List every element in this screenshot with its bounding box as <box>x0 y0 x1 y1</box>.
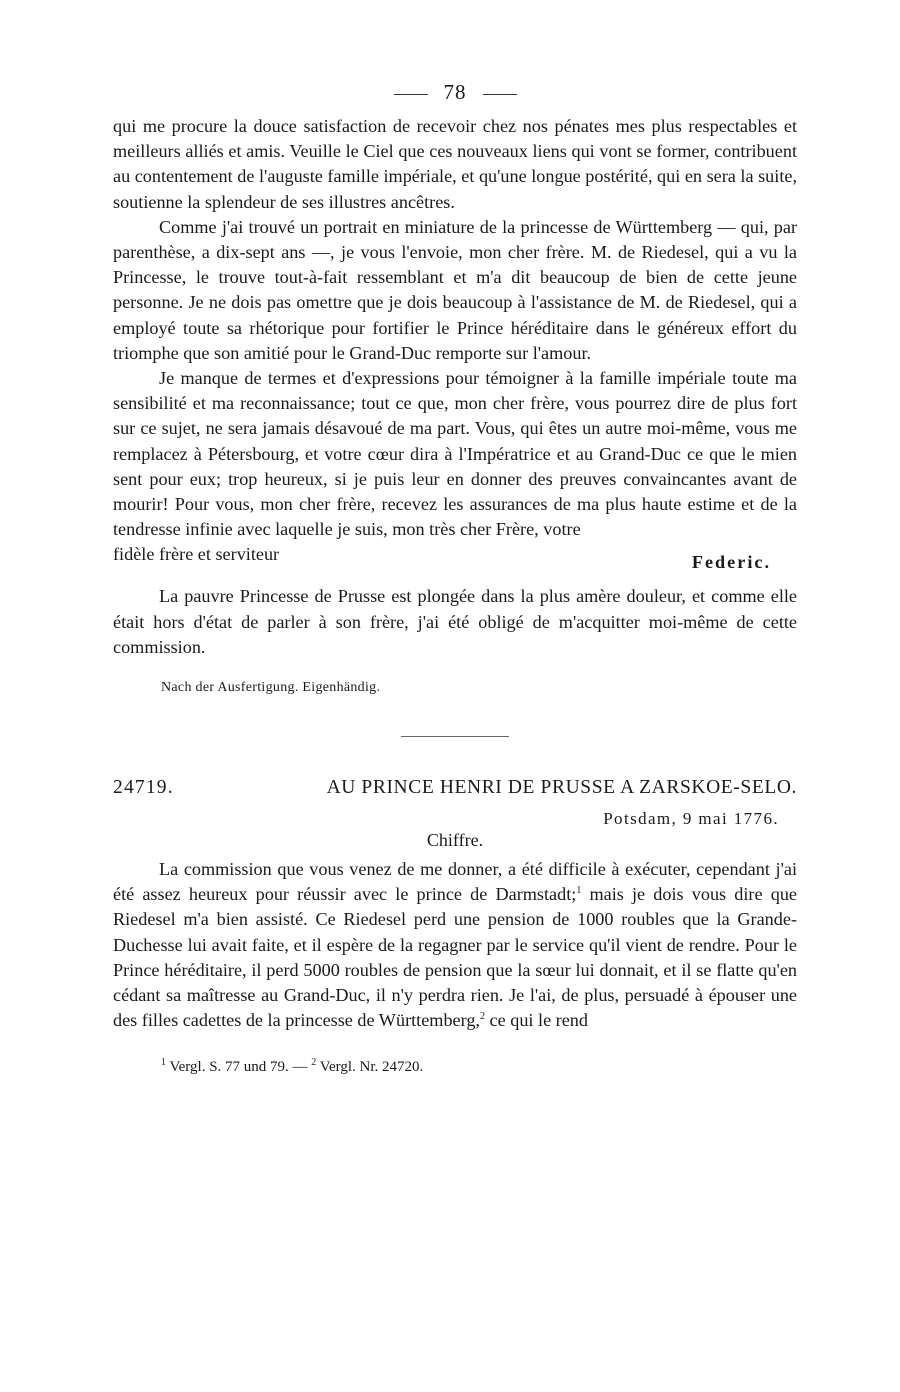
letter-heading <box>113 777 797 799</box>
source-note: Nach der Ausfertigung. Eigenhändig. <box>161 680 381 696</box>
cipher-label: Chiffre. <box>426 830 484 851</box>
footnote-number-2: 2 <box>311 1057 317 1069</box>
letter-title: AU PRINCE HENRI DE PRUSSE A ZARSKOE-SELO. <box>326 777 797 799</box>
page-number-line <box>113 80 797 114</box>
paragraph-1: qui me procure la douce satisfaction de recevoir chez nos pénates mes plus respectables et meilleurs alliés et amis. Veuille le Ciel que ces nouveaux liens qui vont se former, contribuent au contentement de l'auguste famille impériale, et qu'une longue postérité, qui en sera la suite, soutienne la splendeur de ses illustres ancêtres. <box>113 116 797 212</box>
paragraph-3: Je manque de termes et d'expressions pour témoigner à la famille impériale toute ma sensibilité et ma reconnaissance; tout ce que, mon cher frère, vous pourrez dire de plus fort sur ce sujet, ne sera jamais désavoué de ma part. Vous, qui êtes un autre moi-même, vous me remplacez à Pétersbourg, et votre cœur dira à l'Impératrice et au Grand-Duc ce que le mien sent pour eux; trop heureux, si je puis leur en donner des preuves convaincantes avant de mourir! Pour vous, mon cher frère, recevez les assurances de ma plus haute estime et de la tendresse infinie avec laquelle je suis, mon très cher Frère, votre <box>113 368 797 540</box>
next-letter <box>113 777 797 1033</box>
footnotes <box>161 1059 797 1076</box>
body-text-1: La commission que vous venez de me donner, a été difficile à exécuter, cependant j'ai été assez heureux pour réussir avec le prince de Darmstadt; <box>113 859 797 905</box>
paragraph-2: Comme j'ai trouvé un portrait en miniature de la princesse de Württemberg — qui, par parenthèse, a dix-sept ans —, je vous l'envoie, mon cher frère. M. de Riedesel, qui a vu la Princesse, le trouve tout-à-fait ressemblant et m'a dit beaucoup de bien de cette jeune personne. Je ne dois pas omettre que je dois beaucoup à l'assistance de M. de Riedesel, qui a employé toute sa rhétorique pour fortifier le Prince héréditaire dans le généreux effort du triomphe que son amitié pour le Grand-Duc remporte sur l'amour. <box>113 216 797 363</box>
right-dash-rule <box>483 94 517 95</box>
body-text-2: mais je dois vous dire que Riedesel m'a bien assisté. Ce Riedesel perd une pension de 1000 roubles que la Grande-Duchesse lui avait faite, et il espère de la regagner par le service qu'il vient de rendre. Pour le Prince héréditaire, il perd 5000 roubles de pension que la sœur lui donnait, et il se flatte qu'en cédant sa maîtresse au Grand-Duc, il n'y perdra rien. Je l'ai, de plus, persuadé à épouser une des filles cadettes de la princesse de Württemberg, <box>113 884 797 1031</box>
previous-letter-continuation <box>113 114 797 696</box>
closing-line: fidèle frère et serviteur <box>113 544 280 565</box>
closing-block <box>113 542 797 573</box>
postscript: La pauvre Princesse de Prusse est plongée dans la plus amère douleur, et comme elle était hors d'état de parler à son frère, j'ai été obligé de m'acquitter moi-même de cette commission. <box>113 586 797 657</box>
letter-body <box>113 857 797 1033</box>
footnote-text-1: Vergl. S. 77 und 79. — <box>166 1059 312 1076</box>
body-text-3: ce qui le rend <box>484 1010 588 1031</box>
footnote-text-2: Vergl. Nr. 24720. <box>316 1059 424 1076</box>
footnote-number-1: 1 <box>161 1057 166 1069</box>
signature: Federic. <box>691 552 771 573</box>
dateline: Potsdam, 9 mai 1776. <box>603 809 779 829</box>
left-dash-rule <box>394 94 428 95</box>
page-number: 78 <box>443 80 467 104</box>
section-divider <box>401 736 509 737</box>
letter-number: 24719. <box>113 777 174 799</box>
document-page <box>113 80 797 1076</box>
footnote-ref-2: 2 <box>479 1011 485 1023</box>
footnote-ref-1: 1 <box>576 885 582 897</box>
